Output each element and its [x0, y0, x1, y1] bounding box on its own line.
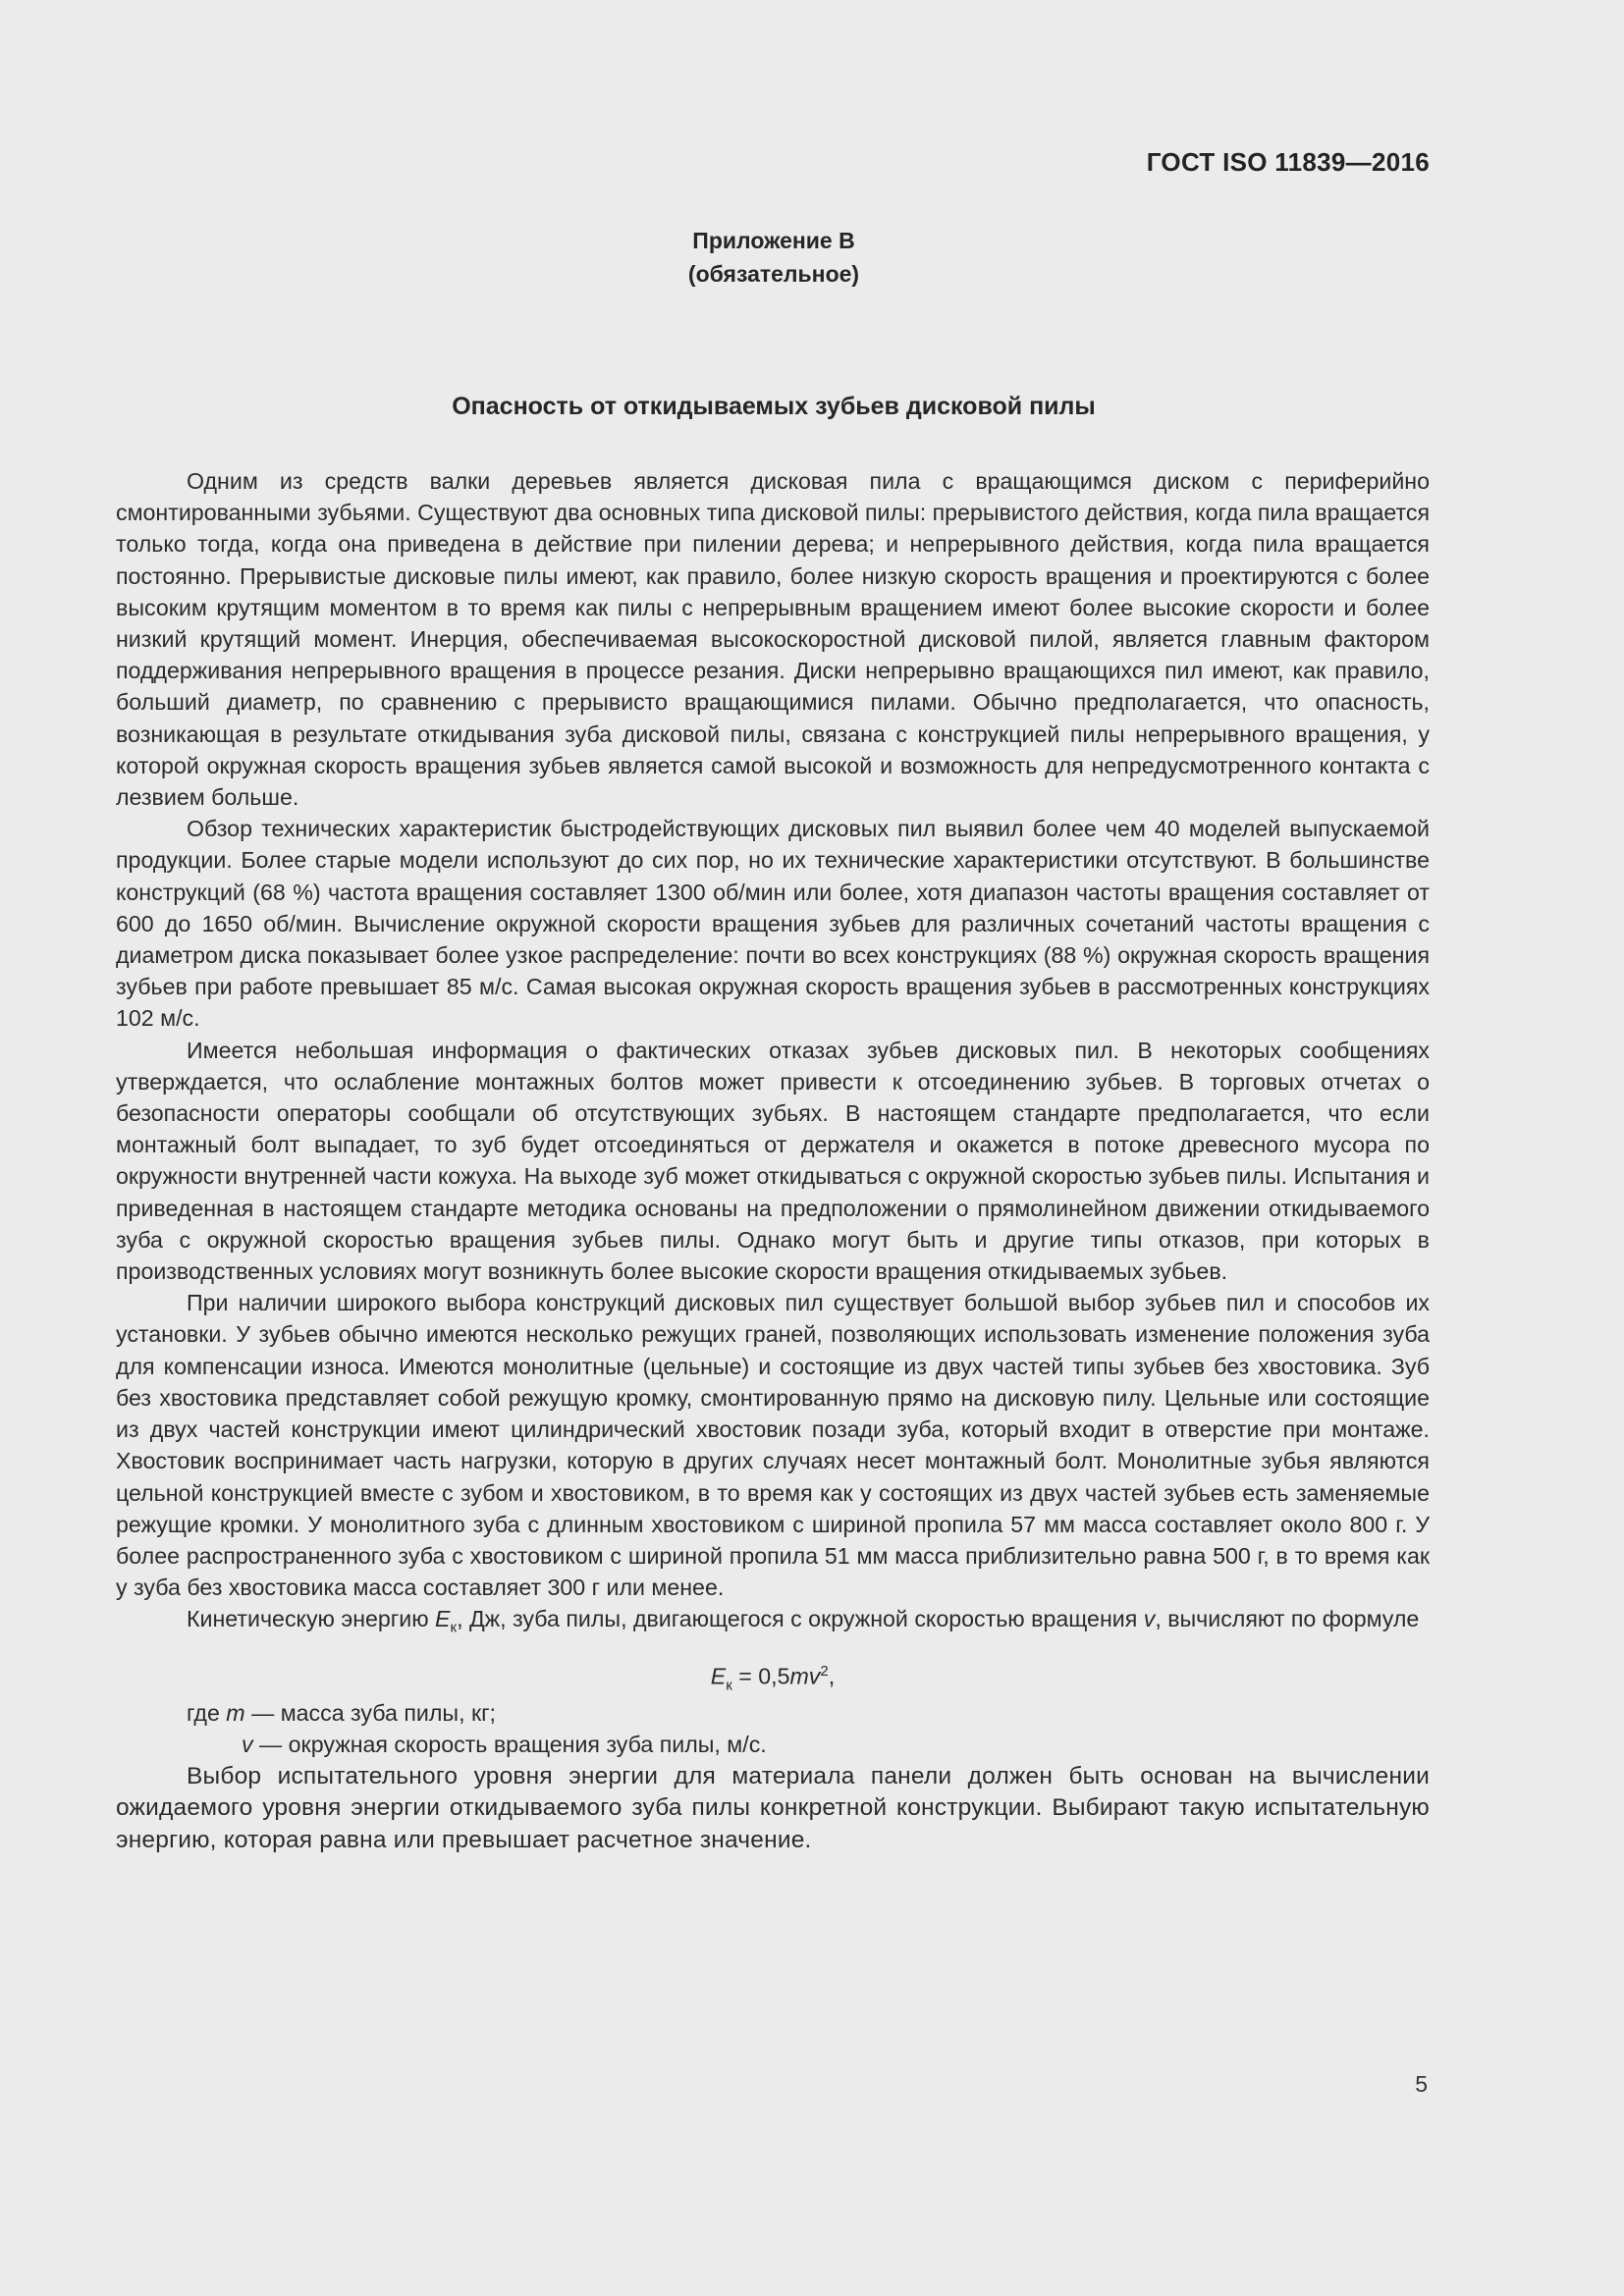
paragraph: При наличии широкого выбора конструкций дисковых пил существует большой выбор зубьев пил и способов их установки. У зубьев обычно имеются несколько режущих граней, позволяющих использовать изменение положения зуба для компенсации износа. Имеются монолитные (цельные) и состоящие из двух частей типы зубьев без хвостовика. Зуб без хвостовика представляет собой режущую кромку, смонтированную прямо на дисковую пилу. Цельные или состоящие из двух частей конструкции имеют цилиндрический хвостовик позади зуба, который входит в отверстие при монтаже. Хвостовик воспринимает часть нагрузки, которую в других случаях несет монтажный болт. Монолитные зубья являются цельной конструкцией вместе с зубом и хвостовиком, в то время как у состоящих из двух частей зубьев есть заменяемые режущие кромки. У монолитного зуба с длинным хвостовиком с шириной пропила 57 мм масса составляет около 800 г. У более распространенного зуба с хвостовиком с шириной пропила 51 мм масса приблизительно равна 500 г, в то время как у зуба без хвостовика масса составляет 300 г или менее.: [116, 1290, 1430, 1601]
annex-status: (обязательное): [687, 261, 860, 287]
kinetic-energy-formula: $E_к = 0,5mv^2$,: [710, 1663, 836, 1694]
section-title: Опасность от откидываемых зубьев дисковой пилы: [452, 393, 1096, 420]
paragraph: Одним из средств валки деревьев является дисковая пила с вращающимся диском с периферийно смонтированными зубьями. Существуют два основных типа дисковой пилы: прерывистого действия, когда пила вращается только тогда, когда она приведена в действие при пилении дерева; и непрерывного действия, когда пила вращается постоянно. Прерывистые дисковые пилы имеют, как правило, более низкую скорость вращения и проектируются с более высоким крутящим моментом в то время как пилы с непрерывным вращением имеют более высокие скорости и более низкий крутящий момент. Инерция, обеспечиваемая высокоскоростной дисковой пилой, является главным фактором поддерживания непрерывного вращения в процессе резания. Диски непрерывно вращающихся пил имеют, как правило, больший диаметр, по сравнению с прерывисто вращающимися пилами. Обычно предполагается, что опасность, возникающая в результате откидывания зуба дисковой пилы, связана с конструкцией пилы непрерывного вращения, у которой окружная скорость вращения зубьев является самой высокой и возможность для непредусмотренного контакта с лезвием больше.: [116, 468, 1430, 811]
where-mass: где m — масса зуба пилы, кг;: [187, 1700, 497, 1727]
paragraph: Обзор технических характеристик быстродействующих дисковых пил выявил более чем 40 моделей выпускаемой продукции. Более старые модели используют до сих пор, но их технические характеристики отсутствуют. В большинстве конструкций (68 %) частота вращения составляет 1300 об/мин или более, хотя диапазон частоты вращения составляет от 600 до 1650 об/мин. Вычисление окружной скорости вращения зубьев для различных сочетаний частоты вращения с диаметром диска показывает более узкое распределение: почти во всех конструкциях (88 %) окружная скорость вращения зубьев при работе превышает 85 м/с. Самая высокая окружная скорость вращения зубьев в рассмотренных конструкциях 102 м/с.: [116, 816, 1430, 1032]
final-paragraph: Выбор испытательного уровня энергии для материала панели должен быть основан на вычислении ожидаемого уровня энергии откидываемого зуба пилы конкретной конструкции. Выбирают такую испытательную энергию, которая равна или превышает расчетное значение.: [116, 1762, 1430, 1853]
paragraph: Имеется небольшая информация о фактических отказах зубьев дисковых пил. В некоторых сообщениях утверждается, что ослабление монтажных болтов может привести к отсоединению зубьев. В торговых отчетах о безопасности операторы сообщали об отсутствующих зубьях. В настоящем стандарте предполагается, что если монтажный болт выпадает, то зуб будет отсоединяться от держателя и окажется в потоке древесного мусора по окружности внутренней части кожуха. На выходе зуб может откидываться с окружной скоростью зубьев пилы. Испытания и приведенная в настоящем стандарте методика основаны на предположении о прямолинейном движении откидываемого зуба с окружной скоростью вращения зубьев пилы. Однако могут быть и другие типы отказов, при которых в производственных условиях могут возникнуть более высокие скорости вращения откидываемых зубьев.: [116, 1037, 1430, 1285]
where-velocity: v — окружная скорость вращения зуба пилы, м/с.: [242, 1732, 767, 1758]
body-text: [116, 465, 1430, 1856]
document-code: ГОСТ ISO 11839—2016: [1146, 147, 1430, 177]
page-number: 5: [1415, 2071, 1428, 2097]
annex-heading: [0, 224, 1547, 291]
annex-label: Приложение В: [692, 228, 855, 253]
energy-paragraph: Кинетическую энергию $E_к$, Дж, зуба пилы, двигающегося с окружной скоростью вращения v, вычисляют по формуле: [187, 1606, 1420, 1636]
